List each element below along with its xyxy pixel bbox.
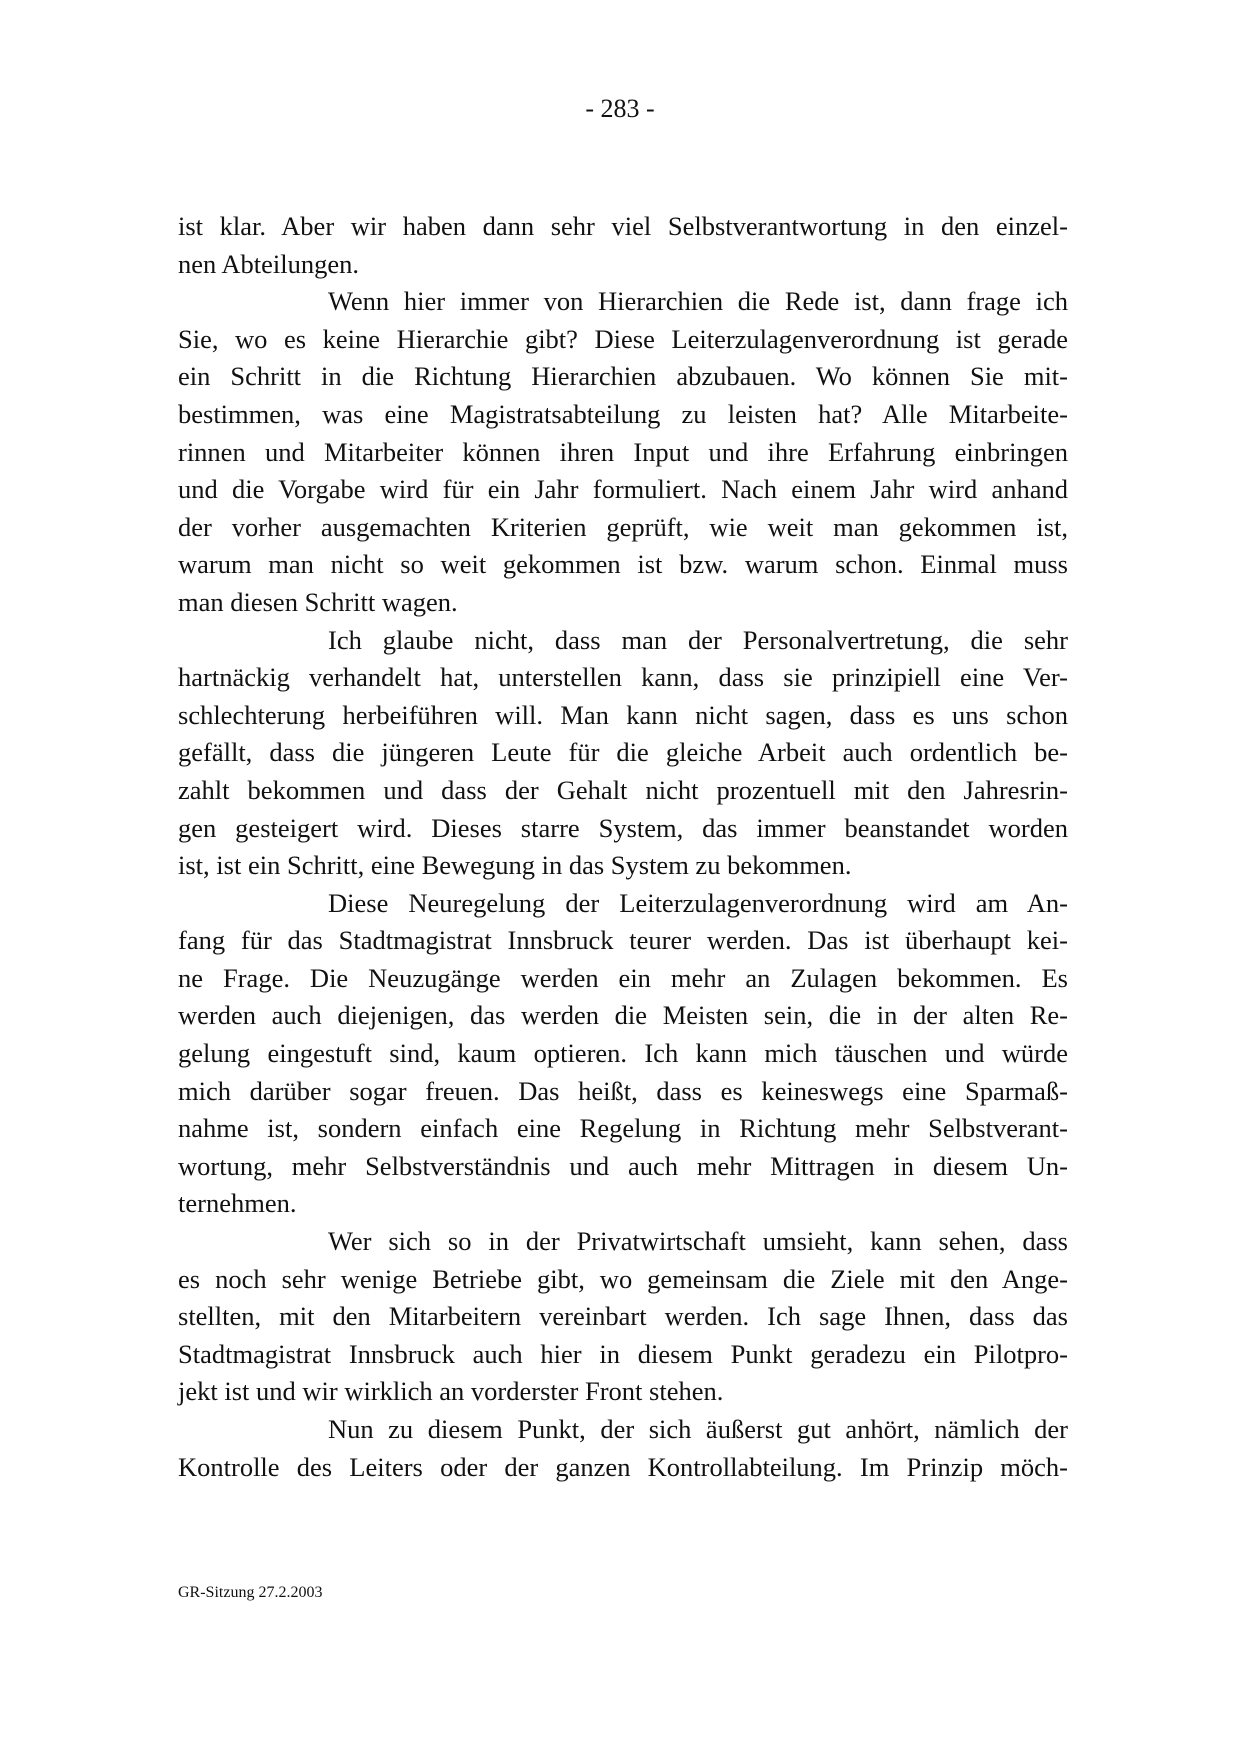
text-line: Stadtmagistrat Innsbruck auch hier in diesem Punkt geradezu ein Pilotpro- [178, 1338, 1068, 1369]
text-line: zahlt bekommen und dass der Gehalt nicht prozentuell mit den Jahresrin- [178, 774, 1068, 805]
text-line: hartnäckig verhandelt hat, unterstellen kann, dass sie prinzipiell eine Ver- [178, 662, 1068, 693]
text-line: ist, ist ein Schritt, eine Bewegung in das System zu bekommen. [178, 850, 852, 881]
text-line: rinnen und Mitarbeiter können ihren Input und ihre Erfahrung einbringen [178, 436, 1068, 467]
paragraph [178, 622, 1068, 885]
text-line: ist klar. Aber wir haben dann sehr viel Selbstverantwortung in den einzel- [178, 211, 1068, 241]
document-body [178, 208, 1068, 1486]
text-line: jekt ist und wir wirklich an vorderster Front stehen. [178, 1376, 724, 1407]
text-line: nen Abteilungen. [178, 248, 360, 279]
paragraph [178, 283, 1068, 621]
text-line: fang für das Stadtmagistrat Innsbruck teurer werden. Das ist überhaupt kei- [178, 925, 1068, 956]
text-line: mich darüber sogar freuen. Das heißt, dass es keineswegs eine Sparmaß- [178, 1075, 1068, 1106]
text-line: werden auch diejenigen, das werden die Meisten sein, die in der alten Re- [178, 1000, 1068, 1031]
text-line: Wer sich so in der Privatwirtschaft umsieht, kann sehen, dass [328, 1226, 1068, 1257]
text-line: und die Vorgabe wird für ein Jahr formuliert. Nach einem Jahr wird anhand [178, 474, 1068, 505]
page-number: - 283 - [585, 94, 655, 123]
text-line: stellten, mit den Mitarbeitern vereinbart werden. Ich sage Ihnen, dass das [178, 1301, 1068, 1332]
text-line: gen gesteigert wird. Dieses starre System, das immer beanstandet worden [178, 812, 1068, 843]
text-line: ein Schritt in die Richtung Hierarchien abzubauen. Wo können Sie mit- [178, 361, 1068, 392]
text-line: gelung eingestuft sind, kaum optieren. Ich kann mich täuschen und würde [178, 1038, 1068, 1069]
text-line: schlechterung herbeiführen will. Man kann nicht sagen, dass es uns schon [178, 699, 1068, 730]
text-line: bestimmen, was eine Magistratsabteilung zu leisten hat? Alle Mitarbeite- [178, 398, 1068, 429]
text-line: nahme ist, sondern einfach eine Regelung in Richtung mehr Selbstverant- [178, 1113, 1068, 1144]
paragraph [178, 885, 1068, 1223]
text-line: Ich glaube nicht, dass man der Personalvertretung, die sehr [328, 624, 1068, 655]
text-line: ne Frage. Die Neuzugänge werden ein mehr an Zulagen bekommen. Es [178, 962, 1068, 993]
paragraph [178, 1223, 1068, 1411]
text-line: warum man nicht so weit gekommen ist bzw. warum schon. Einmal muss [178, 549, 1068, 580]
text-line: Kontrolle des Leiters oder der ganzen Kontrollabteilung. Im Prinzip möch- [178, 1451, 1068, 1482]
text-line: man diesen Schritt wagen. [178, 586, 458, 617]
text-line: es noch sehr wenige Betriebe gibt, wo gemeinsam die Ziele mit den Ange- [178, 1263, 1068, 1294]
text-line: Sie, wo es keine Hierarchie gibt? Diese Leiterzulagenverordnung ist gerade [178, 323, 1068, 354]
paragraph [178, 1411, 1068, 1486]
text-line: der vorher ausgemachten Kriterien geprüft, wie weit man gekommen ist, [178, 511, 1068, 542]
text-line: wortung, mehr Selbstverständnis und auch mehr Mittragen in diesem Un- [178, 1150, 1068, 1181]
text-line: Diese Neuregelung der Leiterzulagenverordnung wird am An- [328, 887, 1068, 918]
text-line: Nun zu diesem Punkt, der sich äußerst gut anhört, nämlich der [328, 1414, 1068, 1444]
text-line: ternehmen. [178, 1188, 297, 1219]
paragraph [178, 208, 1068, 283]
text-line: Wenn hier immer von Hierarchien die Rede ist, dann frage ich [328, 286, 1068, 317]
page-footer: GR-Sitzung 27.2.2003 [178, 1584, 323, 1601]
text-line: gefällt, dass die jüngeren Leute für die gleiche Arbeit auch ordentlich be- [178, 737, 1068, 768]
